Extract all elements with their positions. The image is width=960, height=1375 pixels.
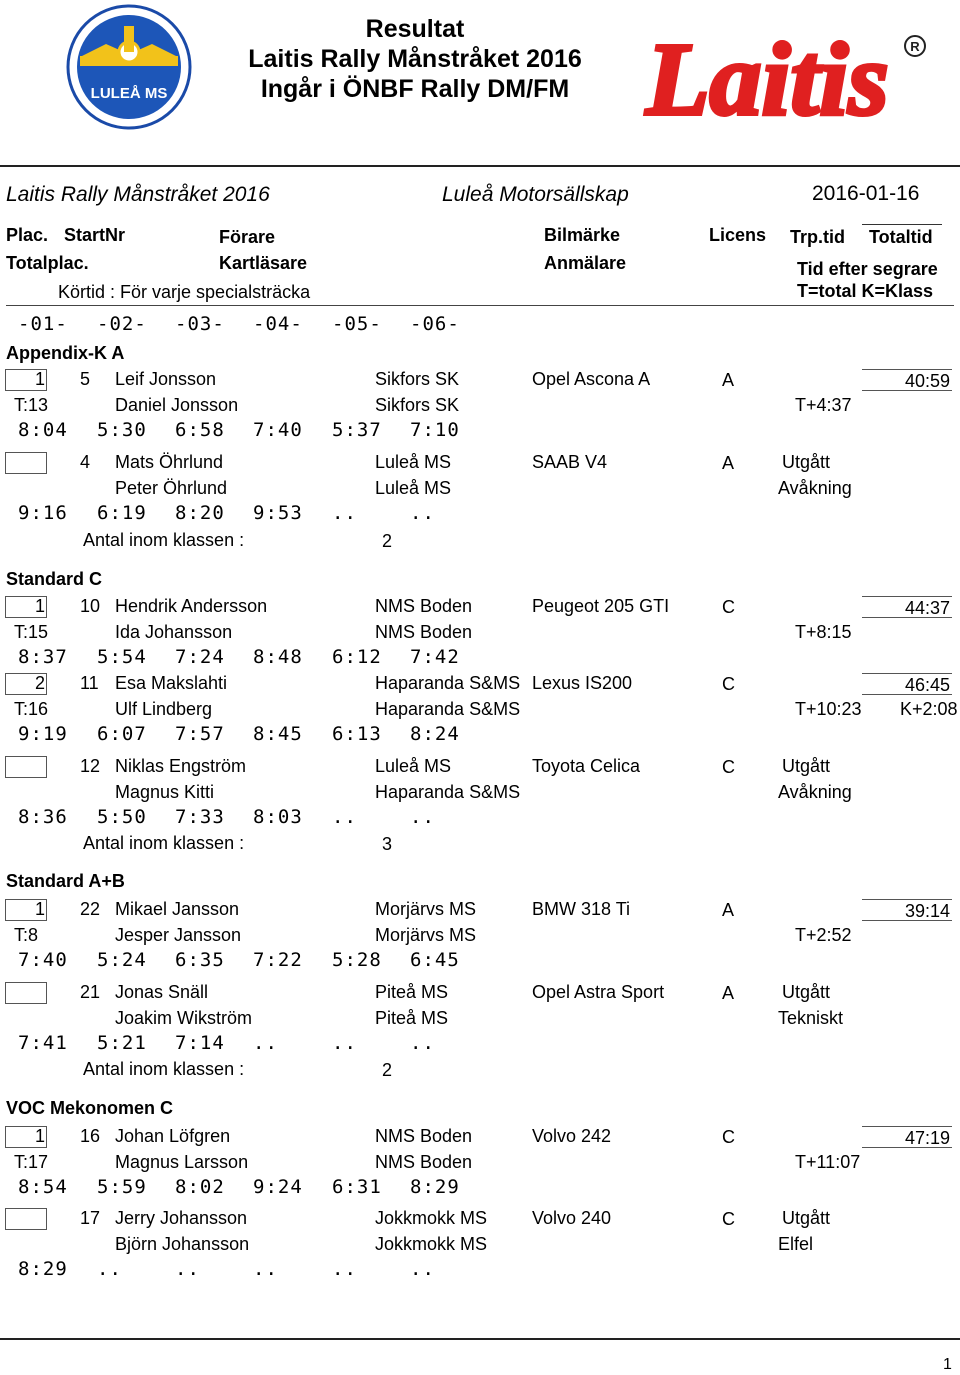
placement-box — [5, 452, 47, 474]
codriver-club: NMS Boden — [375, 1152, 473, 1172]
col-plac: Plac. — [6, 225, 49, 245]
stage-header: -03- — [175, 313, 225, 335]
stage-time: .. — [410, 1258, 435, 1280]
stage-time: .. — [175, 1258, 200, 1280]
total-placement: T:16 — [14, 699, 49, 719]
col-tid-efter: Tid efter segrare — [797, 259, 938, 279]
class-header: Appendix-K A — [6, 343, 125, 363]
license-class: A — [722, 900, 735, 920]
laitis-wordmark: Laitis — [646, 22, 889, 136]
header-divider — [0, 165, 960, 167]
start-number: 12 — [80, 756, 101, 776]
stage-time: 9:19 — [18, 723, 68, 745]
stage-time: 7:10 — [410, 419, 460, 441]
codriver-club: Morjärvs MS — [375, 925, 477, 945]
driver-name: Hendrik Andersson — [115, 596, 268, 616]
car-model: Peugeot 205 GTI — [532, 596, 670, 616]
stage-time: 5:24 — [97, 949, 147, 971]
codriver-name: Björn Johansson — [115, 1234, 250, 1254]
placement-box — [5, 982, 47, 1004]
stage-time: 8:03 — [253, 806, 303, 828]
total-placement: T:17 — [14, 1152, 49, 1172]
stage-time: 7:24 — [175, 646, 225, 668]
start-number: 17 — [80, 1208, 101, 1228]
codriver-club: Jokkmokk MS — [375, 1234, 488, 1254]
stage-time: .. — [410, 502, 435, 524]
stage-time: 5:28 — [332, 949, 382, 971]
driver-club: NMS Boden — [375, 596, 473, 616]
class-count: 3 — [382, 834, 393, 854]
stage-time: 8:45 — [253, 723, 303, 745]
stage-time: .. — [332, 502, 357, 524]
col-anmalare: Anmälare — [544, 253, 627, 273]
class-header: Standard C — [6, 569, 103, 589]
stage-time: 7:40 — [18, 949, 68, 971]
col-kartlasare: Kartläsare — [219, 253, 308, 273]
col-kortid: Körtid : För varje specialsträcka — [58, 282, 311, 302]
status: Utgått — [782, 982, 831, 1002]
stage-time: .. — [253, 1032, 278, 1054]
stage-time: 8:36 — [18, 806, 68, 828]
codriver-name: Joakim Wikström — [115, 1008, 253, 1028]
stage-time: 7:42 — [410, 646, 460, 668]
license-class: C — [722, 674, 735, 694]
placement: 1 — [35, 899, 46, 919]
stage-header: -06- — [410, 313, 460, 335]
stage-time: 7:33 — [175, 806, 225, 828]
license-class: C — [722, 757, 735, 777]
total-time: 39:14 — [905, 901, 951, 921]
stage-time: 6:31 — [332, 1176, 382, 1198]
stage-time: 7:41 — [18, 1032, 68, 1054]
start-number: 16 — [80, 1126, 101, 1146]
stage-time: 8:29 — [18, 1258, 68, 1280]
driver-name: Mats Öhrlund — [115, 452, 224, 472]
car-model: Volvo 240 — [532, 1208, 612, 1228]
car-model: BMW 318 Ti — [532, 899, 631, 919]
time-after: T+11:07 — [795, 1152, 861, 1172]
stage-time: 8:29 — [410, 1176, 460, 1198]
class-count: 2 — [382, 531, 393, 551]
car-model: Opel Ascona A — [532, 369, 651, 389]
codriver-name: Peter Öhrlund — [115, 478, 228, 498]
codriver-name: Magnus Larsson — [115, 1152, 249, 1172]
driver-club: Jokkmokk MS — [375, 1208, 488, 1228]
title-line2: Laitis Rally Månstråket 2016 — [248, 45, 582, 73]
stage-time: 8:24 — [410, 723, 460, 745]
license-class: A — [722, 983, 735, 1003]
stage-header: -02- — [97, 313, 147, 335]
start-number: 4 — [80, 452, 91, 472]
driver-name: Niklas Engström — [115, 756, 247, 776]
stage-header: -01- — [18, 313, 68, 335]
start-number: 10 — [80, 596, 101, 616]
stage-time: 6:35 — [175, 949, 225, 971]
start-number: 5 — [80, 369, 91, 389]
driver-name: Jonas Snäll — [115, 982, 209, 1002]
time-after: T+4:37 — [795, 395, 852, 415]
svg-text:R: R — [910, 39, 920, 54]
stage-time: 8:04 — [18, 419, 68, 441]
license-class: C — [722, 1209, 735, 1229]
placement: 2 — [35, 673, 46, 693]
stage-time: 6:13 — [332, 723, 382, 745]
stage-time: 8:37 — [18, 646, 68, 668]
codriver-club: Luleå MS — [375, 478, 452, 498]
driver-club: Sikfors SK — [375, 369, 460, 389]
license-class: C — [722, 1127, 735, 1147]
time-after: T+10:23 — [795, 699, 862, 719]
placement: 1 — [35, 596, 46, 616]
stage-header-row — [0, 313, 480, 335]
stage-time: 7:40 — [253, 419, 303, 441]
stage-time: 5:21 — [97, 1032, 147, 1054]
license-class: A — [722, 370, 735, 390]
title-line3: Ingår i ÖNBF Rally DM/FM — [260, 75, 570, 103]
event-organizer: Luleå Motorsällskap — [442, 183, 629, 206]
col-trptid: Trp.tid — [790, 227, 845, 247]
stage-time: 8:02 — [175, 1176, 225, 1198]
total-time: 47:19 — [905, 1128, 951, 1148]
class-time-after: K+2:08 — [900, 699, 958, 719]
stage-time: .. — [332, 806, 357, 828]
page-number: 1 — [943, 1356, 952, 1373]
car-model: Volvo 242 — [532, 1126, 612, 1146]
driver-name: Jerry Johansson — [115, 1208, 248, 1228]
logo-text: LULEÅ MS — [90, 85, 168, 102]
stage-time: .. — [97, 1258, 122, 1280]
time-after: T+2:52 — [795, 925, 852, 945]
stage-time: 6:19 — [97, 502, 147, 524]
stage-time: 9:24 — [253, 1176, 303, 1198]
placement-box — [5, 1208, 47, 1230]
status: Utgått — [782, 452, 831, 472]
driver-name: Leif Jonsson — [115, 369, 217, 389]
total-placement: T:13 — [14, 395, 49, 415]
luleams-logo — [66, 4, 192, 130]
status: Utgått — [782, 1208, 831, 1228]
stage-time: 9:16 — [18, 502, 68, 524]
placement-box — [5, 756, 47, 778]
driver-club: Luleå MS — [375, 452, 452, 472]
stage-time: 5:54 — [97, 646, 147, 668]
codriver-name: Ida Johansson — [115, 622, 233, 642]
start-number: 11 — [80, 673, 99, 693]
total-time: 44:37 — [905, 598, 951, 618]
stage-time: 6:45 — [410, 949, 460, 971]
car-model: Opel Astra Sport — [532, 982, 665, 1002]
stage-time: 7:14 — [175, 1032, 225, 1054]
time-after: Tekniskt — [778, 1008, 844, 1028]
footer-divider — [0, 1338, 960, 1340]
driver-club: Morjärvs MS — [375, 899, 477, 919]
class-count-label: Antal inom klassen : — [83, 530, 245, 550]
col-licens: Licens — [709, 225, 767, 245]
class-count-label: Antal inom klassen : — [83, 1059, 245, 1079]
status: Utgått — [782, 756, 831, 776]
title-line1: Resultat — [365, 15, 465, 43]
class-header: Standard A+B — [6, 871, 125, 891]
start-number: 22 — [80, 899, 101, 919]
stage-time: 6:12 — [332, 646, 382, 668]
driver-club: Luleå MS — [375, 756, 452, 776]
class-header: VOC Mekonomen C — [6, 1098, 174, 1118]
time-after: Avåkning — [778, 782, 852, 802]
driver-club: Haparanda S&MS — [375, 673, 521, 693]
codriver-name: Daniel Jonsson — [115, 395, 239, 415]
stage-time: 5:37 — [332, 419, 382, 441]
driver-name: Johan Löfgren — [115, 1126, 231, 1146]
stage-time: 9:53 — [253, 502, 303, 524]
driver-club: NMS Boden — [375, 1126, 473, 1146]
stage-header: -05- — [332, 313, 382, 335]
placement: 1 — [35, 1126, 46, 1146]
placement: 1 — [35, 369, 46, 389]
stage-header: -04- — [253, 313, 303, 335]
codriver-club: Sikfors SK — [375, 395, 460, 415]
license-class: C — [722, 597, 735, 617]
time-after: T+8:15 — [795, 622, 852, 642]
codriver-name: Magnus Kitti — [115, 782, 215, 802]
class-count: 2 — [382, 1060, 393, 1080]
driver-name: Esa Makslahti — [115, 673, 228, 693]
stage-time: .. — [332, 1032, 357, 1054]
stage-time: .. — [253, 1258, 278, 1280]
laitis-logo — [640, 18, 932, 136]
stage-time: 8:48 — [253, 646, 303, 668]
stage-time: 8:20 — [175, 502, 225, 524]
car-model: Toyota Celica — [532, 756, 641, 776]
col-totalplac: Totalplac. — [6, 253, 89, 273]
class-count-label: Antal inom klassen : — [83, 833, 245, 853]
codriver-club: Haparanda S&MS — [375, 782, 521, 802]
stage-time: .. — [410, 806, 435, 828]
col-bilmarke: Bilmärke — [544, 225, 621, 245]
stage-time: 6:58 — [175, 419, 225, 441]
col-startnr: StartNr — [64, 225, 126, 245]
stage-time: 7:57 — [175, 723, 225, 745]
stage-time: 5:59 — [97, 1176, 147, 1198]
stage-time: 6:07 — [97, 723, 147, 745]
stage-time: .. — [410, 1032, 435, 1054]
total-time: 46:45 — [905, 675, 951, 695]
codriver-name: Jesper Jansson — [115, 925, 242, 945]
col-tk: T=total K=Klass — [797, 281, 934, 301]
stage-time: 8:54 — [18, 1176, 68, 1198]
car-model: Lexus IS200 — [532, 673, 633, 693]
event-name: Laitis Rally Månstråket 2016 — [6, 183, 270, 206]
driver-club: Piteå MS — [375, 982, 449, 1002]
codriver-club: Piteå MS — [375, 1008, 449, 1028]
total-placement: T:8 — [14, 925, 39, 945]
time-after: Avåkning — [778, 478, 852, 498]
driver-name: Mikael Jansson — [115, 899, 240, 919]
start-number: 21 — [80, 982, 101, 1002]
stage-time: .. — [332, 1258, 357, 1280]
total-placement: T:15 — [14, 622, 49, 642]
codriver-club: Haparanda S&MS — [375, 699, 521, 719]
license-class: A — [722, 453, 735, 473]
car-model: SAAB V4 — [532, 452, 608, 472]
time-after: Elfel — [778, 1234, 814, 1254]
col-totaltid: Totaltid — [869, 227, 933, 247]
codriver-club: NMS Boden — [375, 622, 473, 642]
total-time: 40:59 — [905, 371, 951, 391]
stage-time: 7:22 — [253, 949, 303, 971]
event-date: 2016-01-16 — [812, 182, 920, 205]
stage-time: 5:30 — [97, 419, 147, 441]
col-forare: Förare — [219, 227, 276, 247]
codriver-name: Ulf Lindberg — [115, 699, 213, 719]
stage-time: 5:50 — [97, 806, 147, 828]
